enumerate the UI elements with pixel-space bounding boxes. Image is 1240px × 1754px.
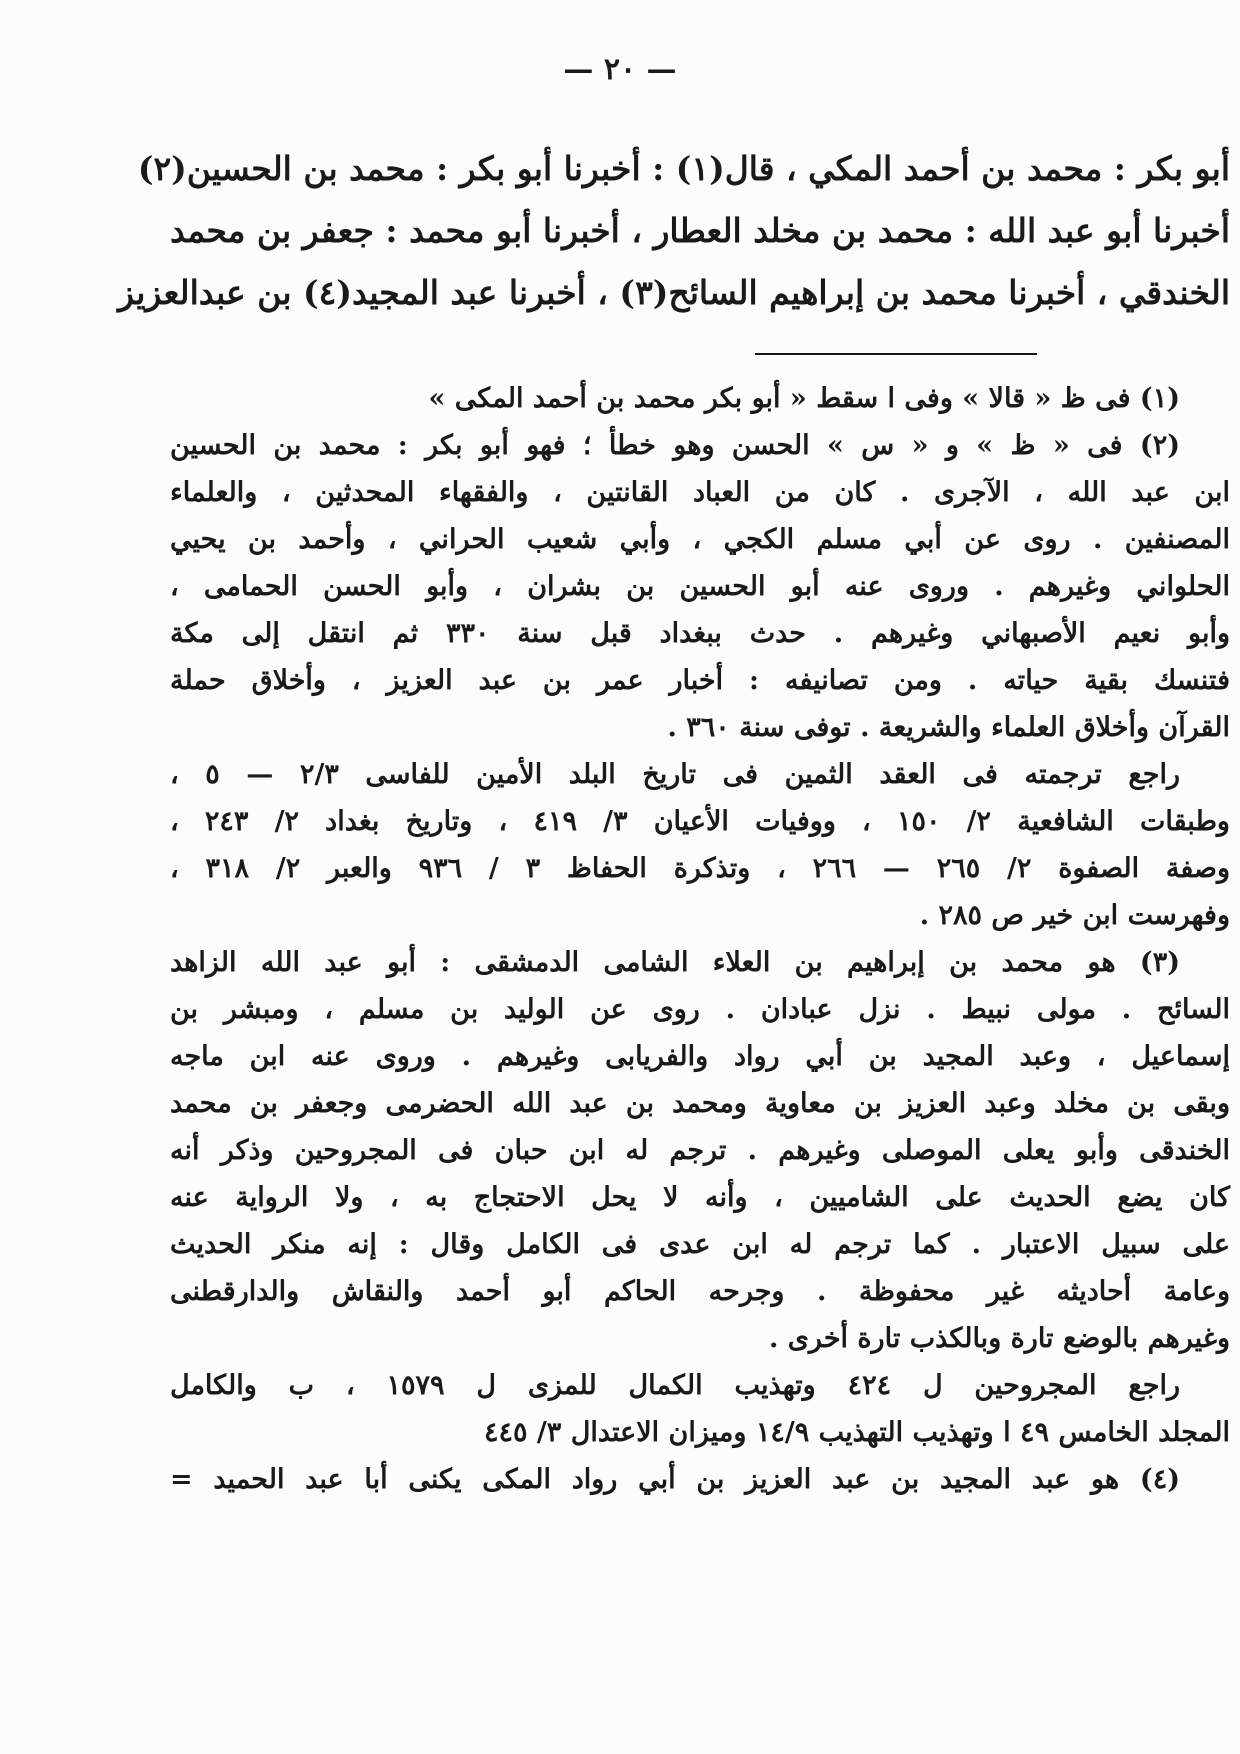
footnote-3-references-line: راجع المجروحين ل ٤٢٤ وتهذيب الكمال للمزى ل ١٥٧٩ ، ب والكامل (170, 1370, 1180, 1401)
footnote-1-line: (١) فى ظ « قالا » وفى ا سقط « أبو بكر محمد بن أحمد المكى » (428, 383, 1180, 414)
footnote-2-line: المصنفين . روى عن أبي مسلم الكجي ، وأبي شعيب الحراني ، وأحمد بن يحيي (170, 524, 1230, 555)
footnote-3-line: كان يضع الحديث على الشاميين ، وأنه لا يحل الاحتجاج به ، ولا الرواية عنه (170, 1182, 1230, 1213)
page-number: — ٢٠ — (563, 52, 677, 87)
main-text-line: الخندقي ، أخبرنا محمد بن إبراهيم السائح(٣) ، أخبرنا عبد المجيد(٤) بن عبدالعزيز (118, 273, 1230, 312)
footnote-2-line: القرآن وأخلاق العلماء والشريعة . توفى سنة ٣٦٠ . (667, 712, 1230, 743)
footnote-2-line: الحلواني وغيرهم . وروى عنه أبو الحسين بن بشران ، وأبو الحسن الحمامى ، (170, 571, 1230, 602)
footnote-2-line: فتنسك بقية حياته . ومن تصانيفه : أخبار عمر بن عبد العزيز ، وأخلاق حملة (170, 665, 1230, 696)
footnote-3-line: (٣) هو محمد بن إبراهيم بن العلاء الشامى الدمشقى : أبو عبد الله الزاهد (170, 947, 1180, 978)
footnote-2-references-line: وطبقات الشافعية ٢/ ١٥٠ ، ووفيات الأعيان ٣/ ٤١٩ ، وتاريخ بغداد ٢/ ٢٤٣ ، (170, 806, 1230, 837)
footnote-3-line: إسماعيل ، وعبد المجيد بن أبي رواد والفريابى وغيرهم . وروى عنه ابن ماجه (170, 1041, 1230, 1072)
footnote-3-line: وغيرهم بالوضع تارة وبالكذب تارة أخرى . (768, 1323, 1230, 1354)
footnote-3-line: على سبيل الاعتبار . كما ترجم له ابن عدى فى الكامل وقال : إنه منكر الحديث (170, 1229, 1230, 1260)
main-text-line: أخبرنا أبو عبد الله : محمد بن مخلد العطار ، أخبرنا أبو محمد : جعفر بن محمد (170, 211, 1230, 250)
footnote-3-line: وبقى بن مخلد وعبد العزيز بن معاوية ومحمد بن عبد الله الحضرمى وجعفر بن محمد (170, 1088, 1230, 1119)
footnote-3-line: الخندقى وأبو يعلى الموصلى وغيرهم . ترجم له ابن حبان فى المجروحين وذكر أنه (170, 1135, 1230, 1166)
footnote-3-references-line: المجلد الخامس ٤٩ ا وتهذيب التهذيب ١٤/٩ وميزان الاعتدال ٣/ ٤٤٥ (484, 1417, 1230, 1448)
footnotes (170, 375, 1230, 1503)
footnote-2-references-line: وصفة الصفوة ٢/ ٢٦٥ — ٢٦٦ ، وتذكرة الحفاظ ٣ / ٩٣٦ والعبر ٢/ ٣١٨ ، (170, 853, 1230, 884)
footnote-separator (755, 353, 1037, 355)
footnote-2-line: وأبو نعيم الأصبهاني وغيرهم . حدث ببغداد قبل سنة ٣٣٠ ثم انتقل إلى مكة (170, 618, 1231, 649)
footnote-2-references-line: راجع ترجمته فى العقد الثمين فى تاريخ البلد الأمين للفاسى ٢/٣ — ٥ ، (170, 759, 1180, 790)
footnote-3-line: وعامة أحاديثه غير محفوظة . وجرحه الحاكم أبو أحمد والنقاش والدارقطنى (170, 1276, 1230, 1307)
footnote-2-line: (٢) فى « ظ » و « س » الحسن وهو خطأ ؛ فهو أبو بكر : محمد بن الحسين (170, 430, 1180, 461)
main-text (118, 138, 1230, 324)
main-text-line: أبو بكر : محمد بن أحمد المكي ، قال(١) : أخبرنا أبو بكر : محمد بن الحسين(٢) (137, 149, 1230, 188)
footnote-2-references-line: وفهرست ابن خير ص ٢٨٥ . (919, 900, 1230, 931)
footnote-3-line: السائح . مولى نبيط . نزل عبادان . روى عن الوليد بن مسلم ، ومبشر بن (170, 994, 1230, 1025)
footnote-2-line: ابن عبد الله ، الآجرى . كان من العباد القانتين ، والفقهاء المحدثين ، والعلماء (170, 477, 1230, 508)
footnote-4-line: (٤) هو عبد المجيد بن عبد العزيز بن أبي رواد المكى يكنى أبا عبد الحميد = (170, 1464, 1180, 1495)
